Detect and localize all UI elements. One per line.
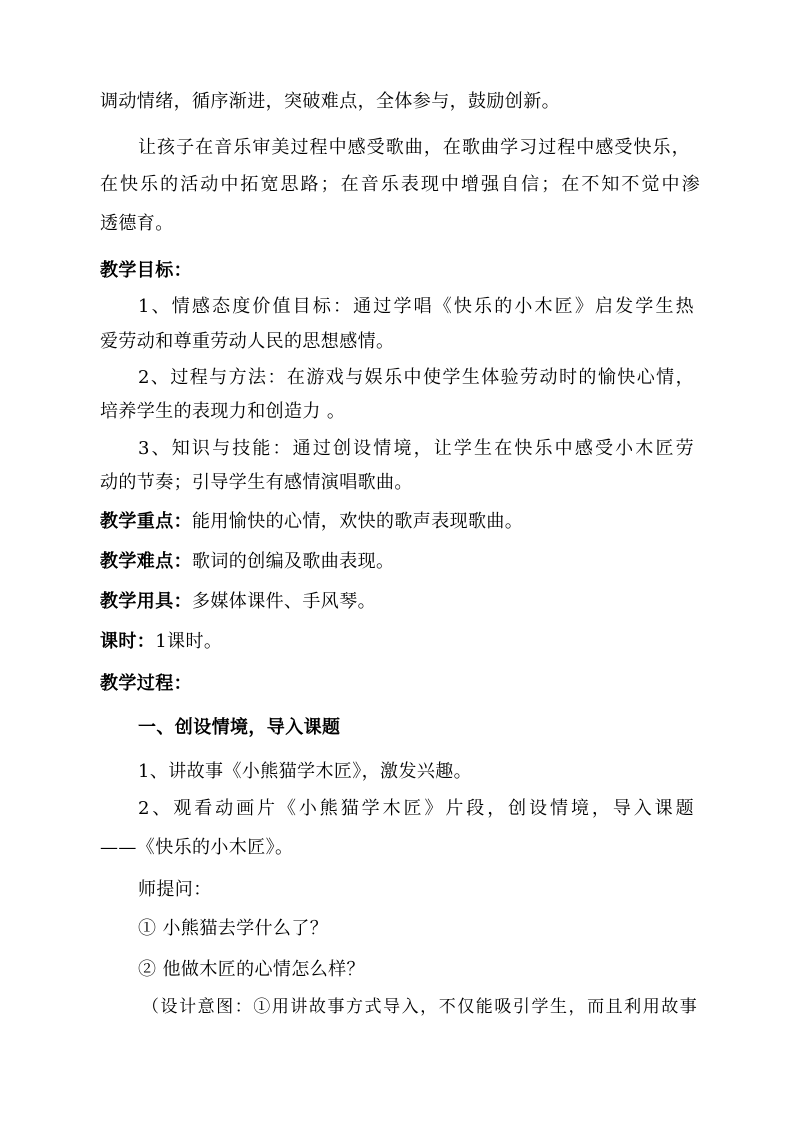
process-step: 1、讲故事《小熊猫学木匠》，激发兴趣。 [138,761,473,782]
objective-line: 3、知识与技能：通过创设情境，让学生在快乐中感受小木匠劳 [138,438,694,459]
question-item: ② 他做木匠的心情怎么样？ [138,959,365,980]
section-title: 一、创设情境，导入课题 [138,717,341,738]
key-point-text: 能用愉快的心情，欢快的歌声表现歌曲。 [192,511,524,532]
tools-text: 多媒体课件、手风琴。 [192,591,376,612]
objective-line: 爱劳动和尊重劳动人民的思想感情。 [100,331,395,352]
process-heading: 教学过程： [100,673,192,694]
paragraph-line: 透德育。 [100,213,174,234]
question-item: ① 小熊猫去学什么了？ [138,918,329,939]
tools-label: 教学用具： [100,591,192,612]
difficulty-row [100,550,700,574]
key-point-label: 教学重点： [100,511,192,532]
paragraph-line: 在快乐的活动中拓宽思路；在音乐表现中增强自信；在不知不觉中渗 [100,174,700,195]
difficulty-text: 歌词的创编及歌曲表现。 [192,551,395,572]
objective-line: 1、情感态度价值目标：通过学唱《快乐的小木匠》启发学生热 [138,296,694,317]
objective-line: 2、过程与方法：在游戏与娱乐中使学生体验劳动时的愉快心情， [138,367,694,388]
paragraph-line: 让孩子在音乐审美过程中感受歌曲，在歌曲学习过程中感受快乐， [138,137,690,158]
design-note: （设计意图：①用讲故事方式导入，不仅能吸引学生，而且利用故事 [142,997,698,1017]
objective-line: 动的节奏；引导学生有感情演唱歌曲。 [100,472,413,493]
teacher-question-label: 师提问： [138,879,212,900]
period-row [100,630,700,654]
objectives-heading: 教学目标： [100,260,192,281]
period-text: 1课时。 [155,631,223,652]
tools-row [100,590,700,614]
difficulty-label: 教学难点： [100,551,192,572]
key-point-row [100,510,700,534]
objective-line: 培养学生的表现力和创造力 。 [100,401,346,422]
period-label: 课时： [100,631,156,652]
process-step: 2、观看动画片《小熊猫学木匠》片段，创设情境，导入课题 [138,798,694,819]
paragraph-line: 调动情绪，循序渐进，突破难点，全体参与，鼓励创新。 [100,91,560,112]
process-step: ——《快乐的小木匠》。 [100,837,294,858]
